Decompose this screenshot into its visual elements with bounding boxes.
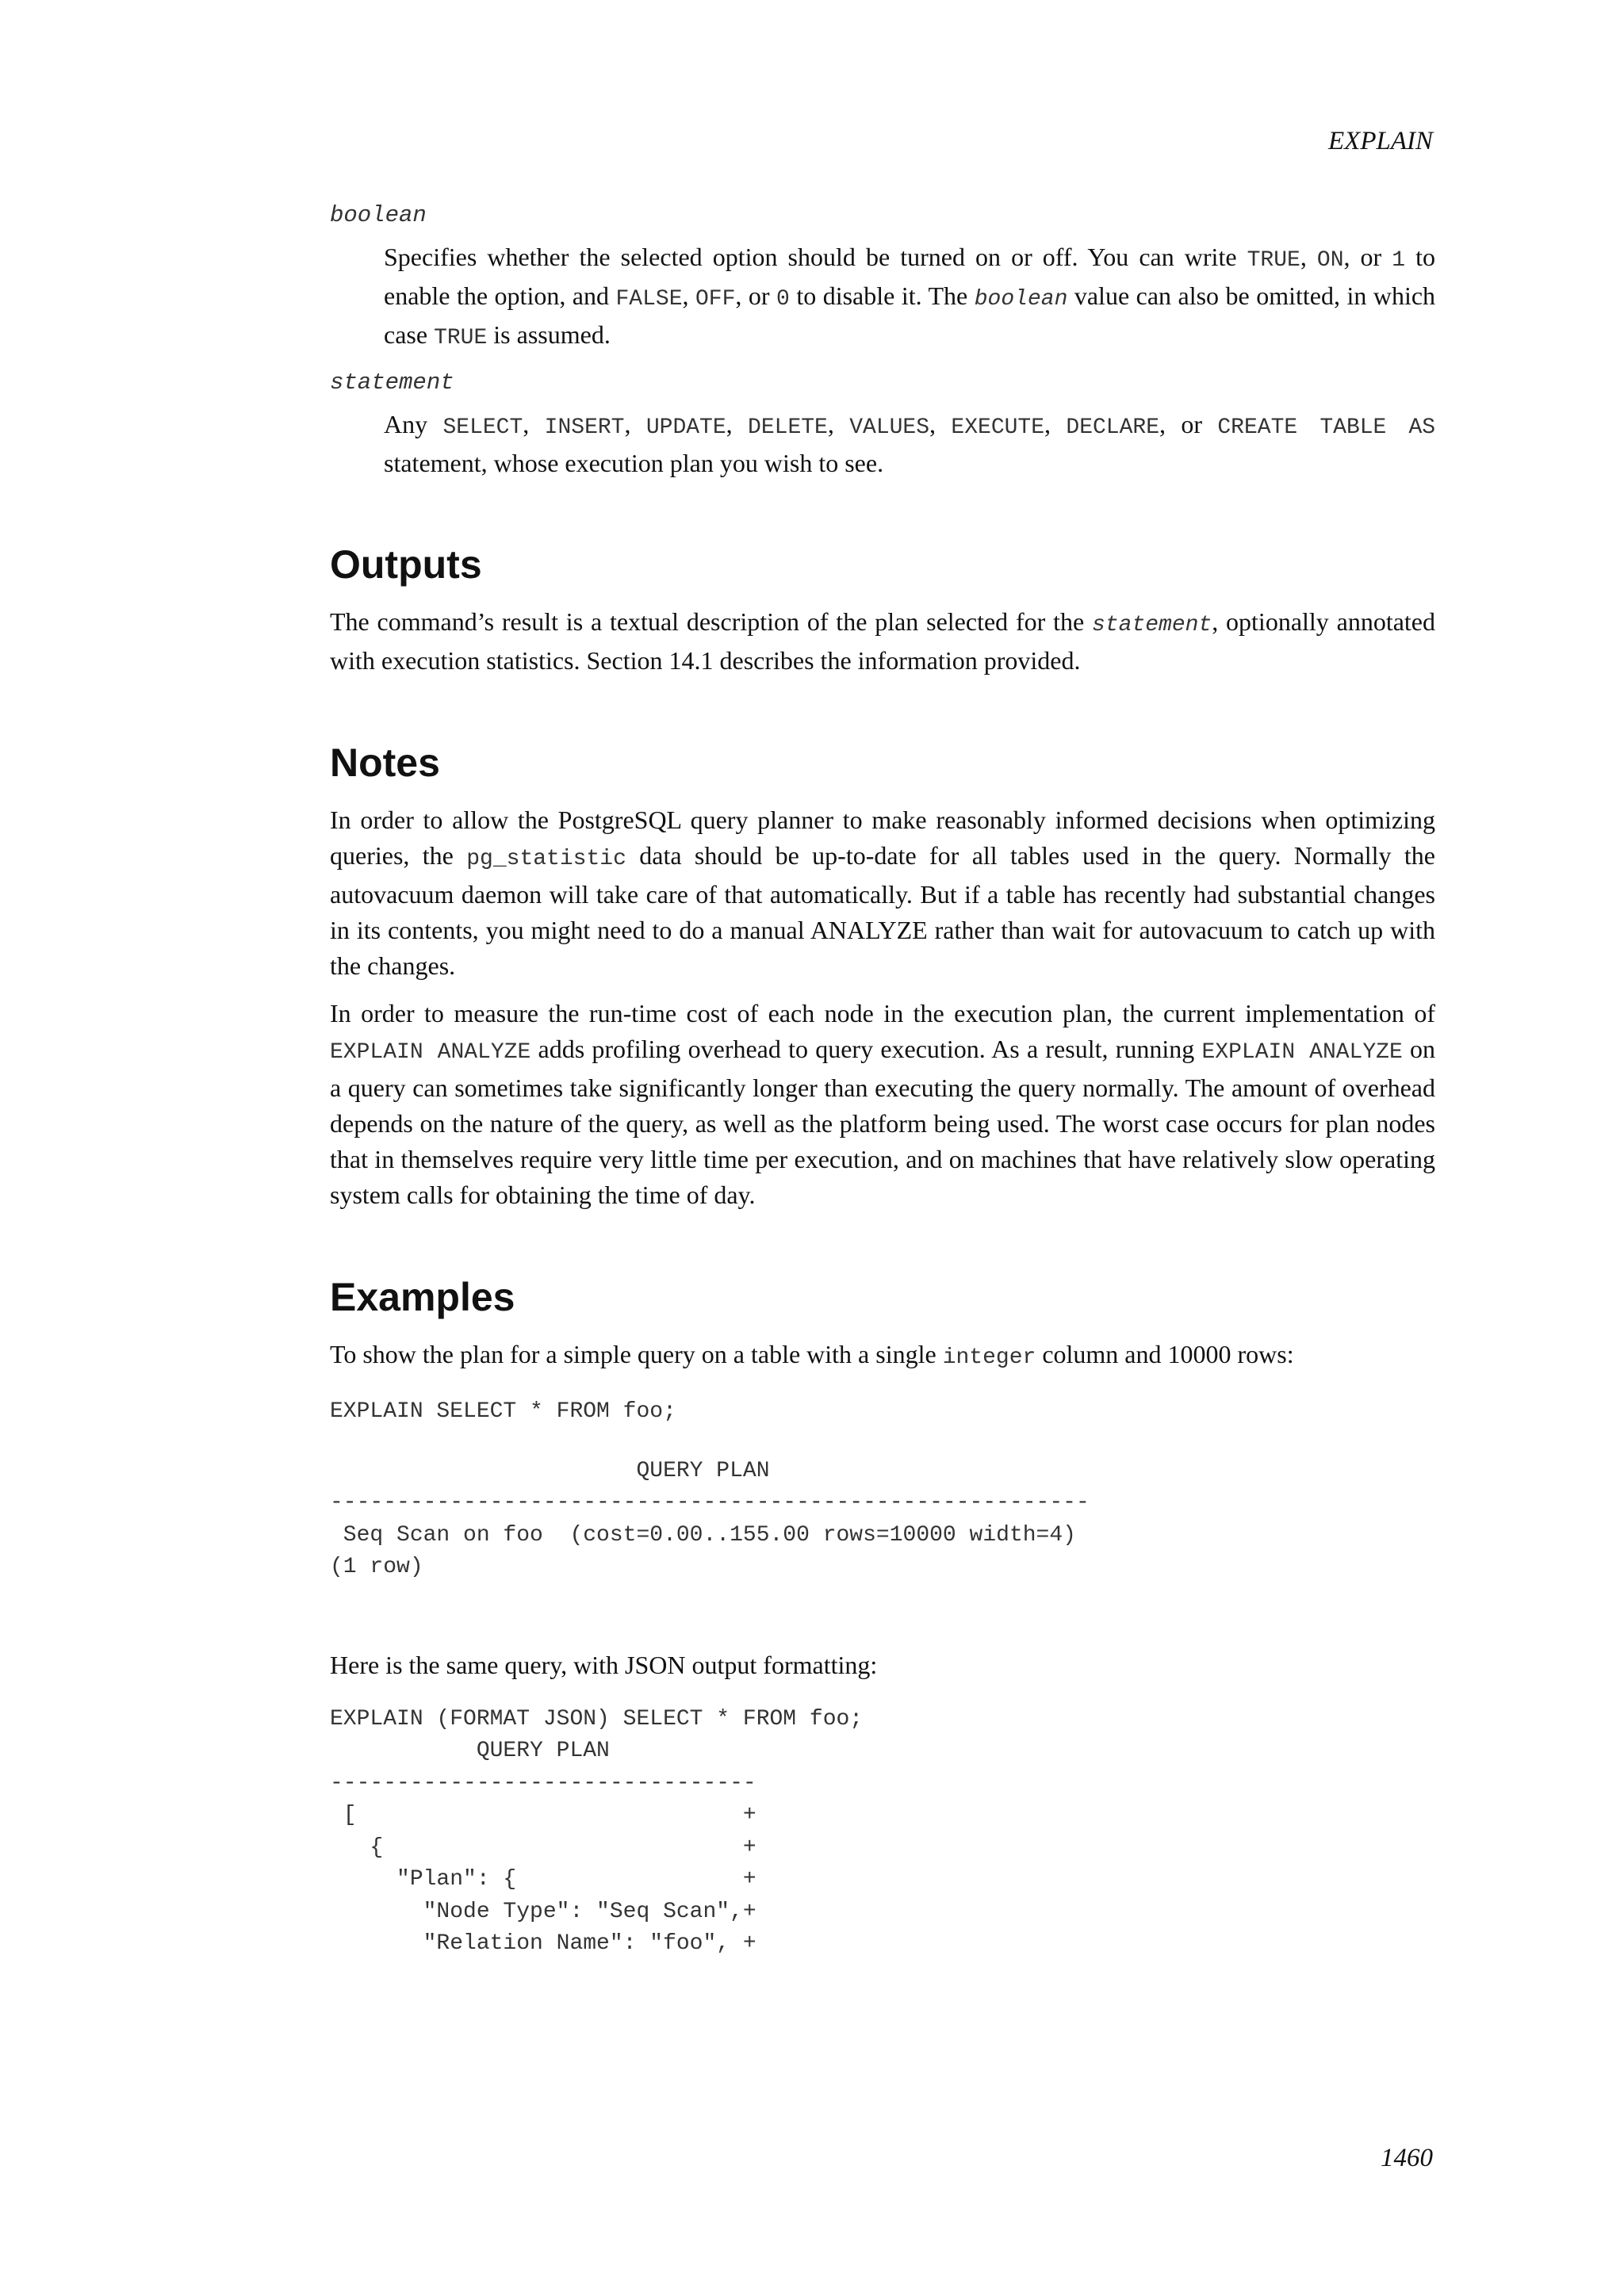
- example-intro: Here is the same query, with JSON output formatting:: [330, 1650, 878, 1679]
- param-term: statement: [330, 369, 454, 396]
- inline-code: EXPLAIN ANALYZE: [330, 1040, 531, 1065]
- example-output: QUERY PLAN --------------------------------------------------------- Seq Scan on foo (cost=0.00..155.00 rows=10000 width=4) (1 row): [330, 1458, 1090, 1579]
- outputs-paragraph: The command’s result is a textual description of the plan selected for the statement, optionally annotated with execution statistics. Section 14.1 describes the information provided.: [330, 607, 1436, 675]
- inline-code: OFF: [695, 287, 736, 312]
- inline-code: TRUE: [434, 326, 488, 350]
- inline-code: DECLARE: [1066, 415, 1160, 440]
- notes-paragraph: In order to measure the run-time cost of each node in the execution plan, the current implementation of EXPLAIN ANALYZE adds profiling overhead to query execution. As a result, running EXPLAIN ANALYZE on a query can sometimes take significantly longer than executing the query normally. The amount of overhead depends on the nature of the query, as well as the platform being used. The worst case occurs for plan nodes that in themselves require very little time per execution, and on machines that have relatively slow operating system calls for obtaining the time of day.: [330, 999, 1436, 1209]
- inline-code: VALUES: [849, 415, 930, 440]
- param-entry: [330, 200, 1435, 356]
- page-content: [330, 200, 1435, 1961]
- inline-code: EXECUTE: [951, 415, 1045, 440]
- inline-code: 1: [1392, 248, 1406, 273]
- inline-code: pg_statistic: [466, 847, 626, 871]
- inline-code: DELETE: [748, 415, 828, 440]
- outputs-section: [330, 541, 1435, 679]
- param-definition: Any SELECT, INSERT, UPDATE, DELETE, VALUES, EXECUTE, DECLARE, or CREATE TABLE AS statement, whose execution plan you wish to see.: [384, 410, 1436, 477]
- running-head: EXPLAIN: [1328, 127, 1433, 155]
- inline-code: INSERT: [544, 415, 625, 440]
- examples-section: [330, 1273, 1435, 1961]
- page-number: 1460: [1381, 2144, 1433, 2172]
- notes-heading: Notes: [330, 740, 440, 785]
- inline-code: UPDATE: [645, 415, 726, 440]
- param-definition: Specifies whether the selected option should be turned on or off. You can write TRUE, ON, or 1 to enable the option, and FALSE, OFF, or 0 to disable it. The boolean value can also be omitted, in which case TRUE is assumed.: [384, 243, 1436, 350]
- inline-code: FALSE: [615, 287, 683, 312]
- notes-paragraph: In order to allow the PostgreSQL query planner to make reasonably informed decisions when optimizing queries, the pg_statistic data should be up-to-date for all tables used in the query. Normally the autovacuum daemon will take care of that automatically. But if a table has recently had substantial changes in its contents, you might need to do a manual ANALYZE rather than wait for autovacuum to catch up with the changes.: [330, 806, 1436, 980]
- inline-code: CREATE TABLE AS: [1217, 415, 1436, 440]
- example-command: EXPLAIN SELECT * FROM foo;: [330, 1399, 676, 1424]
- example-json-output: EXPLAIN (FORMAT JSON) SELECT * FROM foo; QUERY PLAN -------------------------------- [ + { + "Plan": { + "Node Type": "Seq Scan",+ "Relation Name": "foo", +: [330, 1706, 864, 1956]
- example-intro: To show the plan for a simple query on a table with a single integer column and 10000 rows:: [330, 1340, 1294, 1370]
- outputs-heading: Outputs: [330, 542, 482, 587]
- inline-code: integer: [942, 1345, 1036, 1370]
- param-entry: [330, 367, 1435, 480]
- param-term: boolean: [330, 202, 427, 228]
- examples-heading: Examples: [330, 1275, 515, 1319]
- inline-code: EXPLAIN ANALYZE: [1201, 1040, 1403, 1065]
- inline-code: TRUE: [1247, 248, 1300, 273]
- inline-replaceable: statement: [1092, 613, 1212, 637]
- inline-code: ON: [1316, 248, 1344, 273]
- inline-code: SELECT: [442, 415, 523, 440]
- notes-section: [330, 739, 1435, 1213]
- inline-code: 0: [776, 287, 790, 312]
- inline-replaceable: boolean: [974, 287, 1068, 312]
